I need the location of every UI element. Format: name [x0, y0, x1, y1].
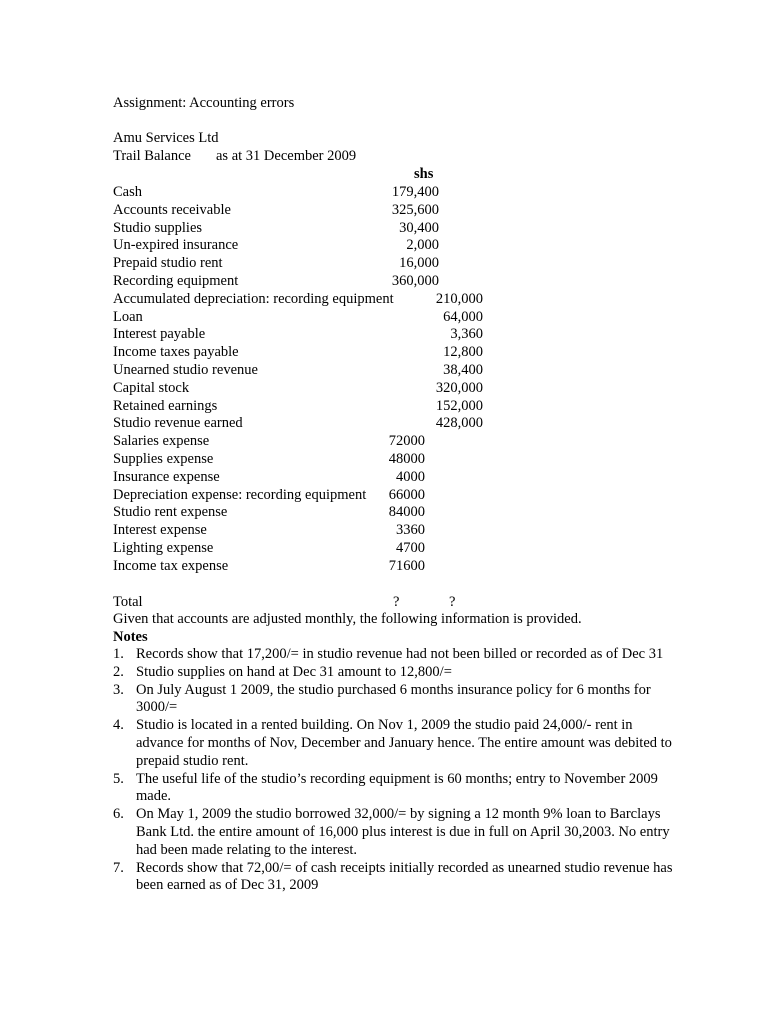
note-text: Records show that 17,200/= in studio revenue had not been billed or recorded as of Dec 31: [136, 646, 664, 662]
debit-amount: 325,600: [391, 201, 439, 218]
account-name: Accounts receivable: [113, 201, 231, 218]
note-number: 2.: [113, 663, 124, 680]
credit-amount: 428,000: [435, 415, 483, 432]
currency-header: shs: [414, 166, 434, 182]
account-name: Capital stock: [113, 379, 190, 396]
note-item: [113, 771, 673, 807]
account-name: Salaries expense: [113, 433, 210, 450]
account-name: Studio supplies: [113, 219, 203, 236]
notes-list: [113, 646, 673, 895]
credit-amount: 152,000: [435, 397, 483, 414]
debit-amount: 4000: [396, 468, 425, 485]
note-text: Studio supplies on hand at Dec 31 amount to 12,800/=: [136, 663, 452, 680]
account-name: Retained earnings: [113, 397, 218, 414]
note-number: 5.: [113, 770, 124, 787]
note-text: The useful life of the studio’s recording equipment is 60 months; entry to November 2009 made.: [136, 770, 658, 805]
credit-amount: 210,000: [435, 290, 483, 307]
account-name: Prepaid studio rent: [113, 255, 223, 272]
debit-amount: 360,000: [391, 273, 439, 289]
account-name: Studio rent expense: [113, 504, 228, 521]
note-item: [113, 664, 673, 682]
account-name: Cash: [113, 184, 142, 200]
note-item: [113, 682, 673, 718]
account-name: Accumulated depreciation: recording equipment: [113, 290, 394, 307]
credit-amount: 64,000: [443, 308, 483, 325]
debit-amount: 16,000: [399, 255, 439, 272]
account-name: Interest expense: [113, 522, 207, 539]
note-item: [113, 646, 673, 664]
note-text: Studio is located in a rented building. On Nov 1, 2009 the studio paid 24,000/- rent in advance for months of Nov, December and January hence. The entire amount was debited to prepaid studio rent.: [136, 717, 672, 769]
account-name: Recording equipment: [113, 273, 239, 289]
note-number: 4.: [113, 717, 124, 734]
debit-amount: 84000: [388, 504, 425, 521]
credit-amount: 320,000: [435, 379, 483, 396]
account-name: Lighting expense: [113, 540, 214, 556]
note-number: 7.: [113, 859, 124, 876]
account-name: Unearned studio revenue: [113, 362, 258, 378]
debit-amount: 72000: [388, 433, 425, 450]
account-name: Un-expired insurance: [113, 237, 239, 254]
account-name: Income tax expense: [113, 557, 229, 574]
total-credit: ?: [449, 594, 456, 610]
note-number: 1.: [113, 646, 124, 662]
debit-amount: 3360: [396, 522, 425, 539]
debit-amount: 30,400: [399, 219, 439, 236]
account-name: Studio revenue earned: [113, 415, 243, 432]
account-name: Supplies expense: [113, 451, 214, 467]
trial-balance-label: Trail Balance: [113, 148, 191, 164]
total-debit: ?: [393, 594, 400, 610]
account-name: Interest payable: [113, 326, 206, 343]
note-text: On July August 1 2009, the studio purchased 6 months insurance policy for 6 months for 3000/=: [136, 681, 651, 716]
note-number: 3.: [113, 681, 124, 698]
debit-amount: 2,000: [406, 237, 439, 254]
debit-amount: 66000: [388, 486, 425, 503]
assignment-title: Assignment: Accounting errors: [113, 95, 295, 111]
note-text: On May 1, 2009 the studio borrowed 32,000/= by signing a 12 month 9% loan to Barclays Bank Ltd. the entire amount of 16,000 plus interest is due in full on April 30,2003. No entry had been made relating to the interest.: [136, 806, 670, 858]
debit-amount: 71600: [388, 557, 425, 574]
note-text: Records show that 72,00/= of cash receipts initially recorded as unearned studio revenue has been earned as of Dec 31, 2009: [136, 859, 673, 894]
account-name: Loan: [113, 308, 143, 325]
company-name: Amu Services Ltd: [113, 130, 219, 146]
note-item: [113, 806, 673, 859]
trial-balance-date: as at 31 December 2009: [216, 148, 357, 164]
account-name: Depreciation expense: recording equipment: [113, 486, 367, 503]
note-number: 6.: [113, 806, 124, 823]
note-item: [113, 860, 673, 896]
total-label: Total: [113, 594, 143, 610]
account-name: Income taxes payable: [113, 344, 239, 361]
debit-amount: 179,400: [391, 184, 439, 200]
credit-amount: 3,360: [450, 326, 483, 343]
account-name: Insurance expense: [113, 468, 220, 485]
intro-text: Given that accounts are adjusted monthly, the following information is provided.: [113, 611, 582, 627]
debit-amount: 48000: [388, 451, 425, 467]
credit-amount: 38,400: [443, 362, 483, 378]
debit-amount: 4700: [396, 540, 425, 556]
notes-heading: Notes: [113, 629, 148, 645]
note-item: [113, 717, 673, 770]
credit-amount: 12,800: [443, 344, 483, 361]
